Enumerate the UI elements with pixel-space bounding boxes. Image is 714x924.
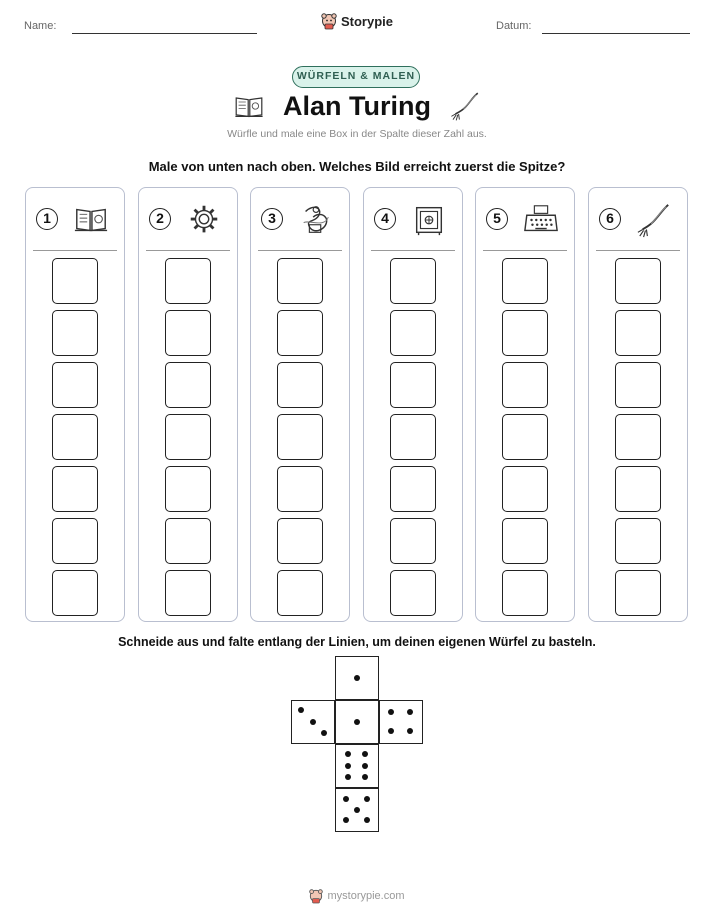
column-header xyxy=(364,202,462,242)
dice-pip xyxy=(354,807,360,813)
typewriter-icon xyxy=(522,202,560,238)
column-number: 6 xyxy=(599,208,621,230)
dice-pip xyxy=(388,728,394,734)
dice-pip xyxy=(354,675,360,681)
column-5 xyxy=(475,187,575,622)
color-box[interactable] xyxy=(615,258,661,304)
color-box[interactable] xyxy=(390,466,436,512)
color-box[interactable] xyxy=(390,310,436,356)
footer-url: mystorypie.com xyxy=(327,890,405,902)
color-box[interactable] xyxy=(52,310,98,356)
column-divider xyxy=(146,250,230,251)
color-box[interactable] xyxy=(277,258,323,304)
column-header xyxy=(139,202,237,242)
column-divider xyxy=(596,250,680,251)
color-box[interactable] xyxy=(502,518,548,564)
column-6 xyxy=(588,187,688,622)
color-box[interactable] xyxy=(165,362,211,408)
cables-icon xyxy=(635,202,673,238)
dice-face-1 xyxy=(335,656,379,700)
color-box[interactable] xyxy=(52,258,98,304)
color-box[interactable] xyxy=(390,362,436,408)
color-box[interactable] xyxy=(615,570,661,616)
tangled-wires-icon xyxy=(297,202,335,238)
column-divider xyxy=(371,250,455,251)
column-number: 2 xyxy=(149,208,171,230)
dice-pip xyxy=(354,719,360,725)
cables-icon xyxy=(449,90,481,122)
color-box[interactable] xyxy=(615,414,661,460)
brand-logo xyxy=(0,12,714,35)
storypie-mascot-icon xyxy=(321,12,337,30)
column-2 xyxy=(138,187,238,622)
column-number: 4 xyxy=(374,208,396,230)
activity-badge: WÜRFELN & MALEN xyxy=(292,66,420,88)
color-box[interactable] xyxy=(390,570,436,616)
column-divider xyxy=(483,250,567,251)
dice-pip xyxy=(364,817,370,823)
color-box[interactable] xyxy=(502,258,548,304)
column-header xyxy=(476,202,574,242)
dice-face-4 xyxy=(379,700,423,744)
instruction-text: Male von unten nach oben. Welches Bild erreicht zuerst die Spitze? xyxy=(148,159,566,174)
color-box[interactable] xyxy=(165,258,211,304)
color-box[interactable] xyxy=(502,466,548,512)
color-box[interactable] xyxy=(390,258,436,304)
dice-pip xyxy=(388,709,394,715)
color-box[interactable] xyxy=(277,414,323,460)
gear-icon xyxy=(185,202,223,238)
color-box[interactable] xyxy=(615,466,661,512)
storypie-mascot-icon xyxy=(309,888,323,904)
dice-pip xyxy=(364,796,370,802)
dice-pip xyxy=(345,751,351,757)
color-box[interactable] xyxy=(502,362,548,408)
dice-pip xyxy=(310,719,316,725)
dice-face-3 xyxy=(291,700,335,744)
color-box[interactable] xyxy=(390,414,436,460)
column-header xyxy=(251,202,349,242)
dice-face-5 xyxy=(335,788,379,832)
column-divider xyxy=(33,250,117,251)
dice-pip xyxy=(343,796,349,802)
dice-pip xyxy=(345,763,351,769)
dice-pip xyxy=(362,763,368,769)
column-number: 5 xyxy=(486,208,508,230)
dice-pip xyxy=(345,774,351,780)
page-subtitle: Würfle und male eine Box in der Spalte dieser Zahl aus. xyxy=(227,128,487,140)
color-box[interactable] xyxy=(277,570,323,616)
color-box[interactable] xyxy=(277,518,323,564)
safe-icon xyxy=(410,202,448,238)
column-1 xyxy=(25,187,125,622)
name-label: Name: xyxy=(24,20,57,32)
dice-pip xyxy=(298,707,304,713)
dice-face-1 xyxy=(335,700,379,744)
color-box[interactable] xyxy=(165,570,211,616)
date-label: Datum: xyxy=(496,20,532,32)
color-box[interactable] xyxy=(277,466,323,512)
color-box[interactable] xyxy=(165,310,211,356)
color-box[interactable] xyxy=(52,518,98,564)
color-box[interactable] xyxy=(277,362,323,408)
footer xyxy=(0,888,714,909)
dice-pip xyxy=(407,728,413,734)
column-4 xyxy=(363,187,463,622)
brand-name: Storypie xyxy=(340,13,393,29)
color-box[interactable] xyxy=(502,570,548,616)
column-header xyxy=(589,202,687,242)
color-box[interactable] xyxy=(615,310,661,356)
column-number: 1 xyxy=(36,208,58,230)
book-icon xyxy=(233,90,265,122)
color-box[interactable] xyxy=(502,310,548,356)
color-box[interactable] xyxy=(615,362,661,408)
color-box[interactable] xyxy=(52,414,98,460)
cut-instruction: Schneide aus und falte entlang der Linien, um deinen eigenen Würfel zu basteln. xyxy=(118,635,596,649)
color-box[interactable] xyxy=(52,362,98,408)
dice-pip xyxy=(362,774,368,780)
dice-pip xyxy=(321,730,327,736)
color-box[interactable] xyxy=(165,466,211,512)
column-number: 3 xyxy=(261,208,283,230)
color-box[interactable] xyxy=(52,466,98,512)
dice-face-6 xyxy=(335,744,379,788)
dice-pip xyxy=(343,817,349,823)
page-title: Alan Turing xyxy=(283,90,431,121)
color-box[interactable] xyxy=(165,518,211,564)
column-header xyxy=(26,202,124,242)
book-icon xyxy=(72,202,110,238)
dice-pip xyxy=(407,709,413,715)
color-box[interactable] xyxy=(165,414,211,460)
color-box[interactable] xyxy=(52,570,98,616)
color-box[interactable] xyxy=(502,414,548,460)
color-box[interactable] xyxy=(390,518,436,564)
dice-pip xyxy=(362,751,368,757)
column-3 xyxy=(250,187,350,622)
color-box[interactable] xyxy=(615,518,661,564)
column-divider xyxy=(258,250,342,251)
color-box[interactable] xyxy=(277,310,323,356)
